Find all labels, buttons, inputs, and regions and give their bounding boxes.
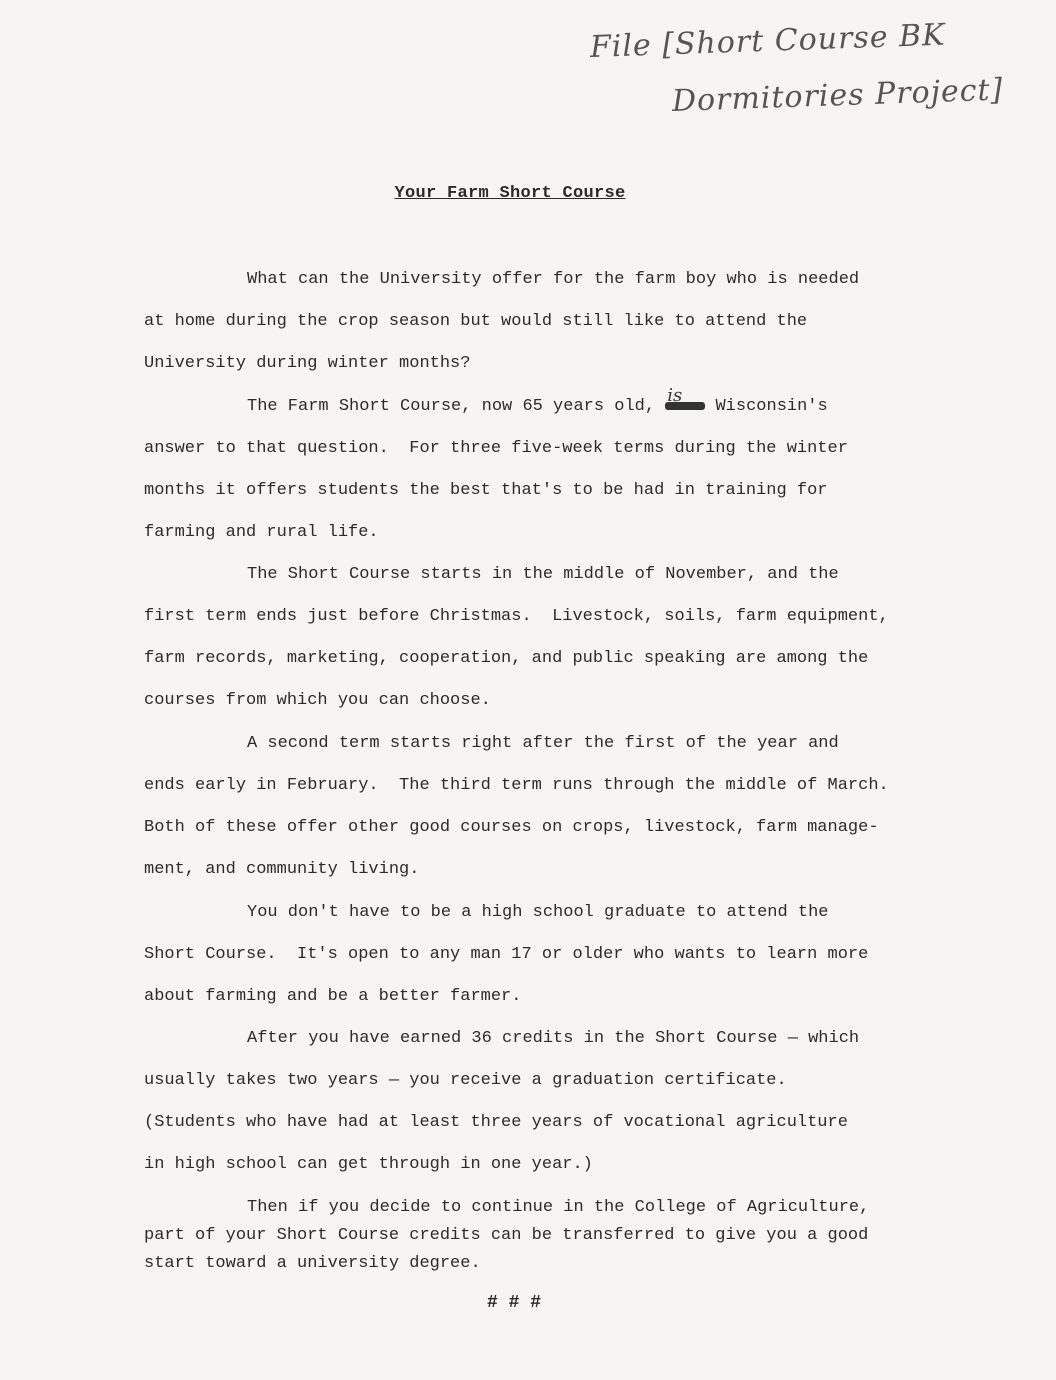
text-line: part of your Short Course credits can be transferred to give you a good [144,1226,869,1245]
paragraph-6 [144,1018,924,1186]
text-line: University during winter months? [144,354,471,373]
text-line: You don't have to be a high school graduate to attend the [247,903,829,922]
text-line: After you have earned 36 credits in the Short Course — which [247,1029,860,1048]
text-line: (Students who have had at least three years of vocational agriculture [144,1113,848,1132]
document-title: Your Farm Short Course [394,184,626,203]
text-segment: The Farm Short Course, now 65 years old, [247,397,666,416]
text-line: What can the University offer for the farm boy who is needed [247,270,860,289]
handwritten-note-line-2: Dormitories Project] [671,72,1004,119]
paragraph-1 [144,259,924,385]
paragraph-4 [144,723,924,891]
paragraph-7 [144,1194,924,1278]
text-line: in high school can get through in one year.) [144,1155,593,1174]
end-of-document-mark: # # # [486,1293,541,1313]
text-line: ment, and community living. [144,860,420,879]
paragraph-2 [144,386,924,554]
text-line: answer to that question. For three five-week terms during the winter [144,439,848,458]
text-segment: Wisconsin's [705,397,828,416]
text-line: farming and rural life. [144,523,379,542]
text-line: Then if you decide to continue in the College of Agriculture, [247,1198,870,1217]
text-line: about farming and be a better farmer. [144,987,522,1006]
text-line: Both of these offer other good courses on crops, livestock, farm manage- [144,818,879,837]
text-line: usually takes two years — you receive a graduation certificate. [144,1071,787,1090]
paragraph-3 [144,554,924,722]
text-line: farm records, marketing, cooperation, and public speaking are among the [144,649,869,668]
text-line: at home during the crop season but would still like to attend the [144,312,808,331]
inserted-word: is [667,385,683,406]
text-line: Short Course. It's open to any man 17 or older who wants to learn more [144,945,869,964]
text-line-with-correction [144,386,924,428]
text-line: start toward a university degree. [144,1254,481,1273]
handwritten-note-line-1: File [Short Course BK [589,17,947,65]
text-line: A second term starts right after the first of the year and [247,734,839,753]
handwritten-file-note [580,17,1040,142]
handwritten-correction [665,385,705,416]
paragraph-5 [144,892,924,1018]
text-line: first term ends just before Christmas. Livestock, soils, farm equipment, [144,607,889,626]
text-line: ends early in February. The third term runs through the middle of March. [144,776,889,795]
text-line: months it offers students the best that's to be had in training for [144,481,828,500]
text-line: courses from which you can choose. [144,691,491,710]
text-line: The Short Course starts in the middle of November, and the [247,565,839,584]
